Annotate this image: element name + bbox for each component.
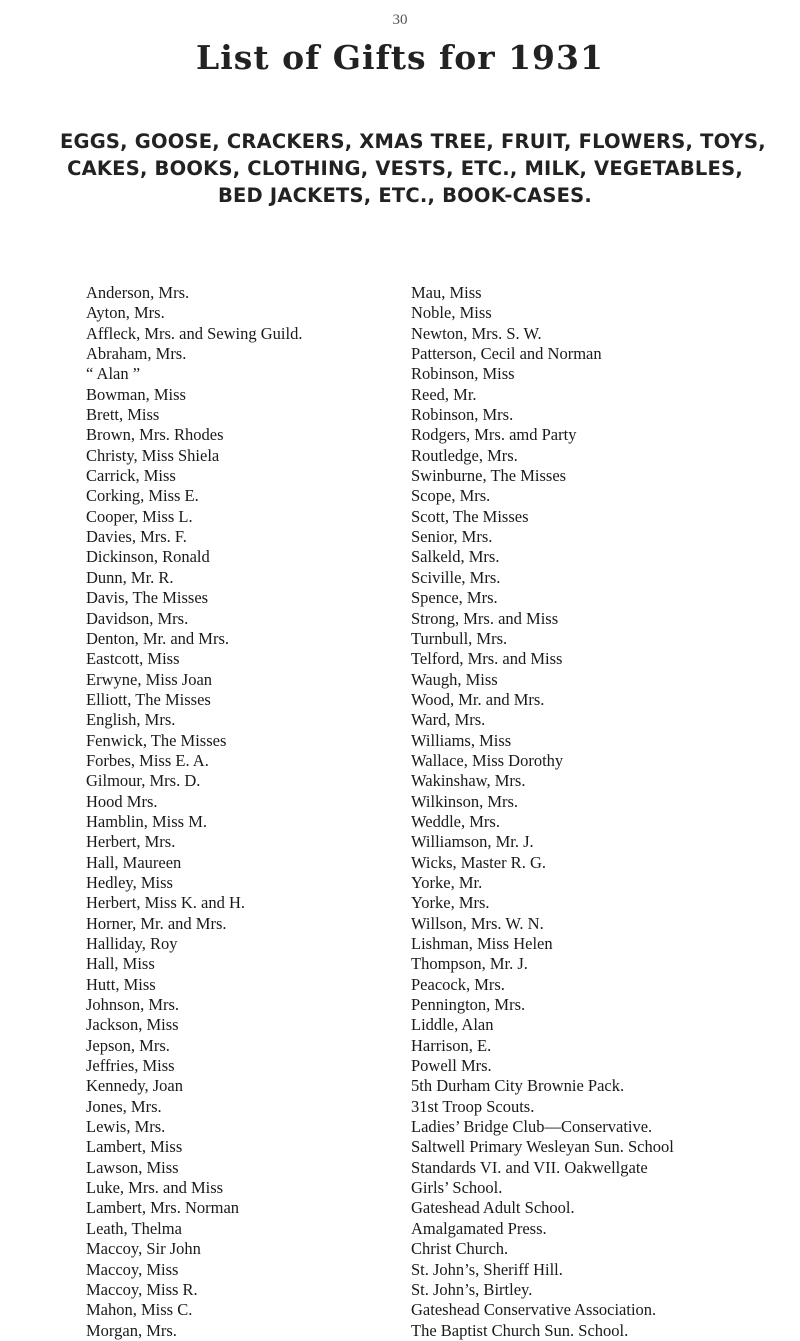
donor-entry: Forbes, Miss E. A.: [86, 750, 209, 770]
donor-entry: Dunn, Mr. R.: [86, 567, 174, 587]
donor-entry: Pennington, Mrs.: [411, 995, 526, 1015]
donor-entry: Scott, The Misses: [411, 506, 529, 526]
donor-entry: Leath, Thelma: [86, 1218, 182, 1238]
donor-entry: Salkeld, Mrs.: [411, 547, 500, 567]
donor-entry: 31st Troop Scouts.: [411, 1096, 535, 1116]
donor-entry: Gateshead Conservative Association.: [411, 1300, 657, 1320]
donor-entry: St. John’s, Sheriff Hill.: [411, 1259, 563, 1279]
donor-entry: Hamblin, Miss M.: [86, 811, 208, 831]
donor-entry: Hall, Maureen: [86, 852, 182, 872]
donor-entry: Ladies’ Bridge Club—Conservative.: [411, 1117, 653, 1137]
page-title: List of Gifts for 1931: [196, 38, 604, 77]
donor-entry: Willson, Mrs. W. N.: [411, 913, 544, 933]
donor-entry: Fenwick, The Misses: [86, 730, 227, 750]
donor-entry: Gilmour, Mrs. D.: [86, 771, 201, 791]
donor-entry: Maccoy, Miss R.: [86, 1279, 198, 1299]
donor-entry: Herbert, Mrs.: [86, 832, 176, 852]
donor-entry: Saltwell Primary Wesleyan Sun. School: [411, 1137, 674, 1157]
donor-entry: Waugh, Miss: [411, 669, 498, 689]
donor-entry: Luke, Mrs. and Miss: [86, 1178, 224, 1198]
donor-entry: Wood, Mr. and Mrs.: [411, 689, 545, 709]
donor-entry: Brett, Miss: [86, 405, 160, 425]
donor-entry: Reed, Mr.: [411, 384, 477, 404]
donor-entry: Scope, Mrs.: [411, 486, 491, 506]
donor-entry: Ayton, Mrs.: [86, 303, 165, 323]
donor-entry: Weddle, Mrs.: [411, 811, 500, 831]
donor-entry: Hall, Miss: [86, 954, 155, 974]
donor-entry: Wicks, Master R. G.: [411, 852, 546, 872]
gift-categories: [60, 128, 766, 209]
donor-entry: Affleck, Mrs. and Sewing Guild.: [86, 323, 303, 343]
donor-entry: Robinson, Mrs.: [411, 405, 514, 425]
donor-entry: Maccoy, Sir John: [86, 1239, 201, 1259]
donor-entry: Gateshead Adult School.: [411, 1198, 575, 1218]
donor-entry: Hood Mrs.: [86, 791, 158, 811]
donor-entry: Swinburne, The Misses: [411, 466, 567, 486]
donor-entry: Abraham, Mrs.: [86, 344, 187, 364]
donor-entry: Patterson, Cecil and Norman: [411, 344, 602, 364]
donor-entry: Strong, Mrs. and Miss: [411, 608, 559, 628]
donor-entry: Amalgamated Press.: [411, 1218, 547, 1238]
donor-entry: Davidson, Mrs.: [86, 608, 189, 628]
donor-entry: Erwyne, Miss Joan: [86, 669, 213, 689]
donor-entry: Davis, The Misses: [86, 588, 209, 608]
donor-entry: Lawson, Miss: [86, 1157, 179, 1177]
donor-entry: Newton, Mrs. S. W.: [411, 323, 542, 343]
donor-entry: Mau, Miss: [411, 283, 482, 302]
donor-entry: Thompson, Mr. J.: [411, 954, 528, 974]
donor-entry: Wakinshaw, Mrs.: [411, 771, 526, 791]
donor-entry: Williamson, Mr. J.: [411, 832, 534, 852]
donor-entry: English, Mrs.: [86, 710, 176, 730]
gift-categories-line: BED JACKETS, ETC., BOOK-CASES.: [217, 184, 593, 207]
donor-entry: Noble, Miss: [411, 303, 492, 323]
donor-entry: Mahon, Miss C.: [86, 1300, 193, 1320]
donor-list-right: [411, 283, 674, 1341]
donor-entry: Corking, Miss E.: [86, 486, 199, 506]
donor-entry: Turnbull, Mrs.: [411, 628, 508, 648]
donor-entry: Liddle, Alan: [411, 1015, 494, 1035]
gift-categories-line: EGGS, GOOSE, CRACKERS, XMAS TREE, FRUIT, FLOWERS, TOYS,: [60, 130, 766, 153]
donor-entry: Christ Church.: [411, 1239, 509, 1259]
donor-entry: Jackson, Miss: [86, 1015, 179, 1035]
donor-entry: Brown, Mrs. Rhodes: [86, 425, 224, 445]
donor-entry: Jepson, Mrs.: [86, 1035, 170, 1055]
donor-entry: Spence, Mrs.: [411, 588, 498, 608]
donor-entry: Anderson, Mrs.: [86, 283, 190, 302]
donor-entry: Davies, Mrs. F.: [86, 527, 187, 547]
donor-entry: Sciville, Mrs.: [411, 567, 501, 587]
donor-entry: Senior, Mrs.: [411, 527, 493, 547]
donor-entry: Robinson, Miss: [411, 364, 515, 384]
donor-entry: Powell Mrs.: [411, 1056, 492, 1076]
donor-entry: Girls’ School.: [411, 1178, 503, 1198]
donor-entry: Christy, Miss Shiela: [86, 445, 220, 465]
donor-entry: Jones, Mrs.: [86, 1096, 162, 1116]
donor-list-left: [86, 283, 302, 1341]
donor-entry: Harrison, E.: [411, 1035, 492, 1055]
donor-entry: Hedley, Miss: [86, 872, 173, 892]
donor-entry: Bowman, Miss: [86, 384, 186, 404]
donor-entry: Yorke, Mrs.: [411, 893, 490, 913]
donor-entry: Cooper, Miss L.: [86, 506, 193, 526]
donor-entry: Horner, Mr. and Mrs.: [86, 913, 227, 933]
donor-entry: 5th Durham City Brownie Pack.: [411, 1076, 625, 1096]
donor-entry: Ward, Mrs.: [411, 710, 486, 730]
donor-entry: Rodgers, Mrs. amd Party: [411, 425, 577, 445]
donor-entry: Denton, Mr. and Mrs.: [86, 628, 229, 648]
donor-entry: Williams, Miss: [411, 730, 512, 750]
donor-entry: Hutt, Miss: [86, 974, 156, 994]
donor-entry: “ Alan ”: [86, 364, 141, 384]
donor-entry: Lambert, Miss: [86, 1137, 183, 1157]
donor-entry: Herbert, Miss K. and H.: [86, 893, 246, 913]
donor-entry: Jeffries, Miss: [86, 1056, 175, 1076]
donor-entry: Standards VI. and VII. Oakwellgate: [411, 1157, 648, 1177]
donor-entry: Lishman, Miss Helen: [411, 934, 553, 953]
donor-entry: The Baptist Church Sun. School.: [411, 1320, 629, 1340]
donor-entry: Johnson, Mrs.: [86, 995, 180, 1015]
donor-entry: Elliott, The Misses: [86, 689, 211, 709]
donor-entry: Morgan, Mrs.: [86, 1320, 177, 1340]
donor-entry: Yorke, Mr.: [411, 872, 483, 892]
donor-entry: Wallace, Miss Dorothy: [411, 750, 564, 770]
donor-entry: Lambert, Mrs. Norman: [86, 1198, 240, 1218]
donor-entry: Routledge, Mrs.: [411, 445, 518, 465]
donor-entry: Eastcott, Miss: [86, 649, 180, 669]
donor-entry: Kennedy, Joan: [86, 1076, 183, 1096]
gift-categories-line: CAKES, BOOKS, CLOTHING, VESTS, ETC., MILK, VEGETABLES,: [67, 157, 743, 180]
donor-entry: Halliday, Roy: [86, 934, 178, 953]
donor-entry: Lewis, Mrs.: [86, 1117, 166, 1137]
donor-entry: Wilkinson, Mrs.: [411, 791, 519, 811]
page-number: 30: [392, 12, 408, 28]
donor-entry: Carrick, Miss: [86, 466, 176, 486]
donor-entry: Peacock, Mrs.: [411, 974, 505, 994]
donor-entry: Telford, Mrs. and Miss: [411, 649, 563, 669]
donor-entry: Dickinson, Ronald: [86, 547, 210, 567]
donor-entry: Maccoy, Miss: [86, 1259, 179, 1279]
donor-entry: St. John’s, Birtley.: [411, 1279, 533, 1299]
